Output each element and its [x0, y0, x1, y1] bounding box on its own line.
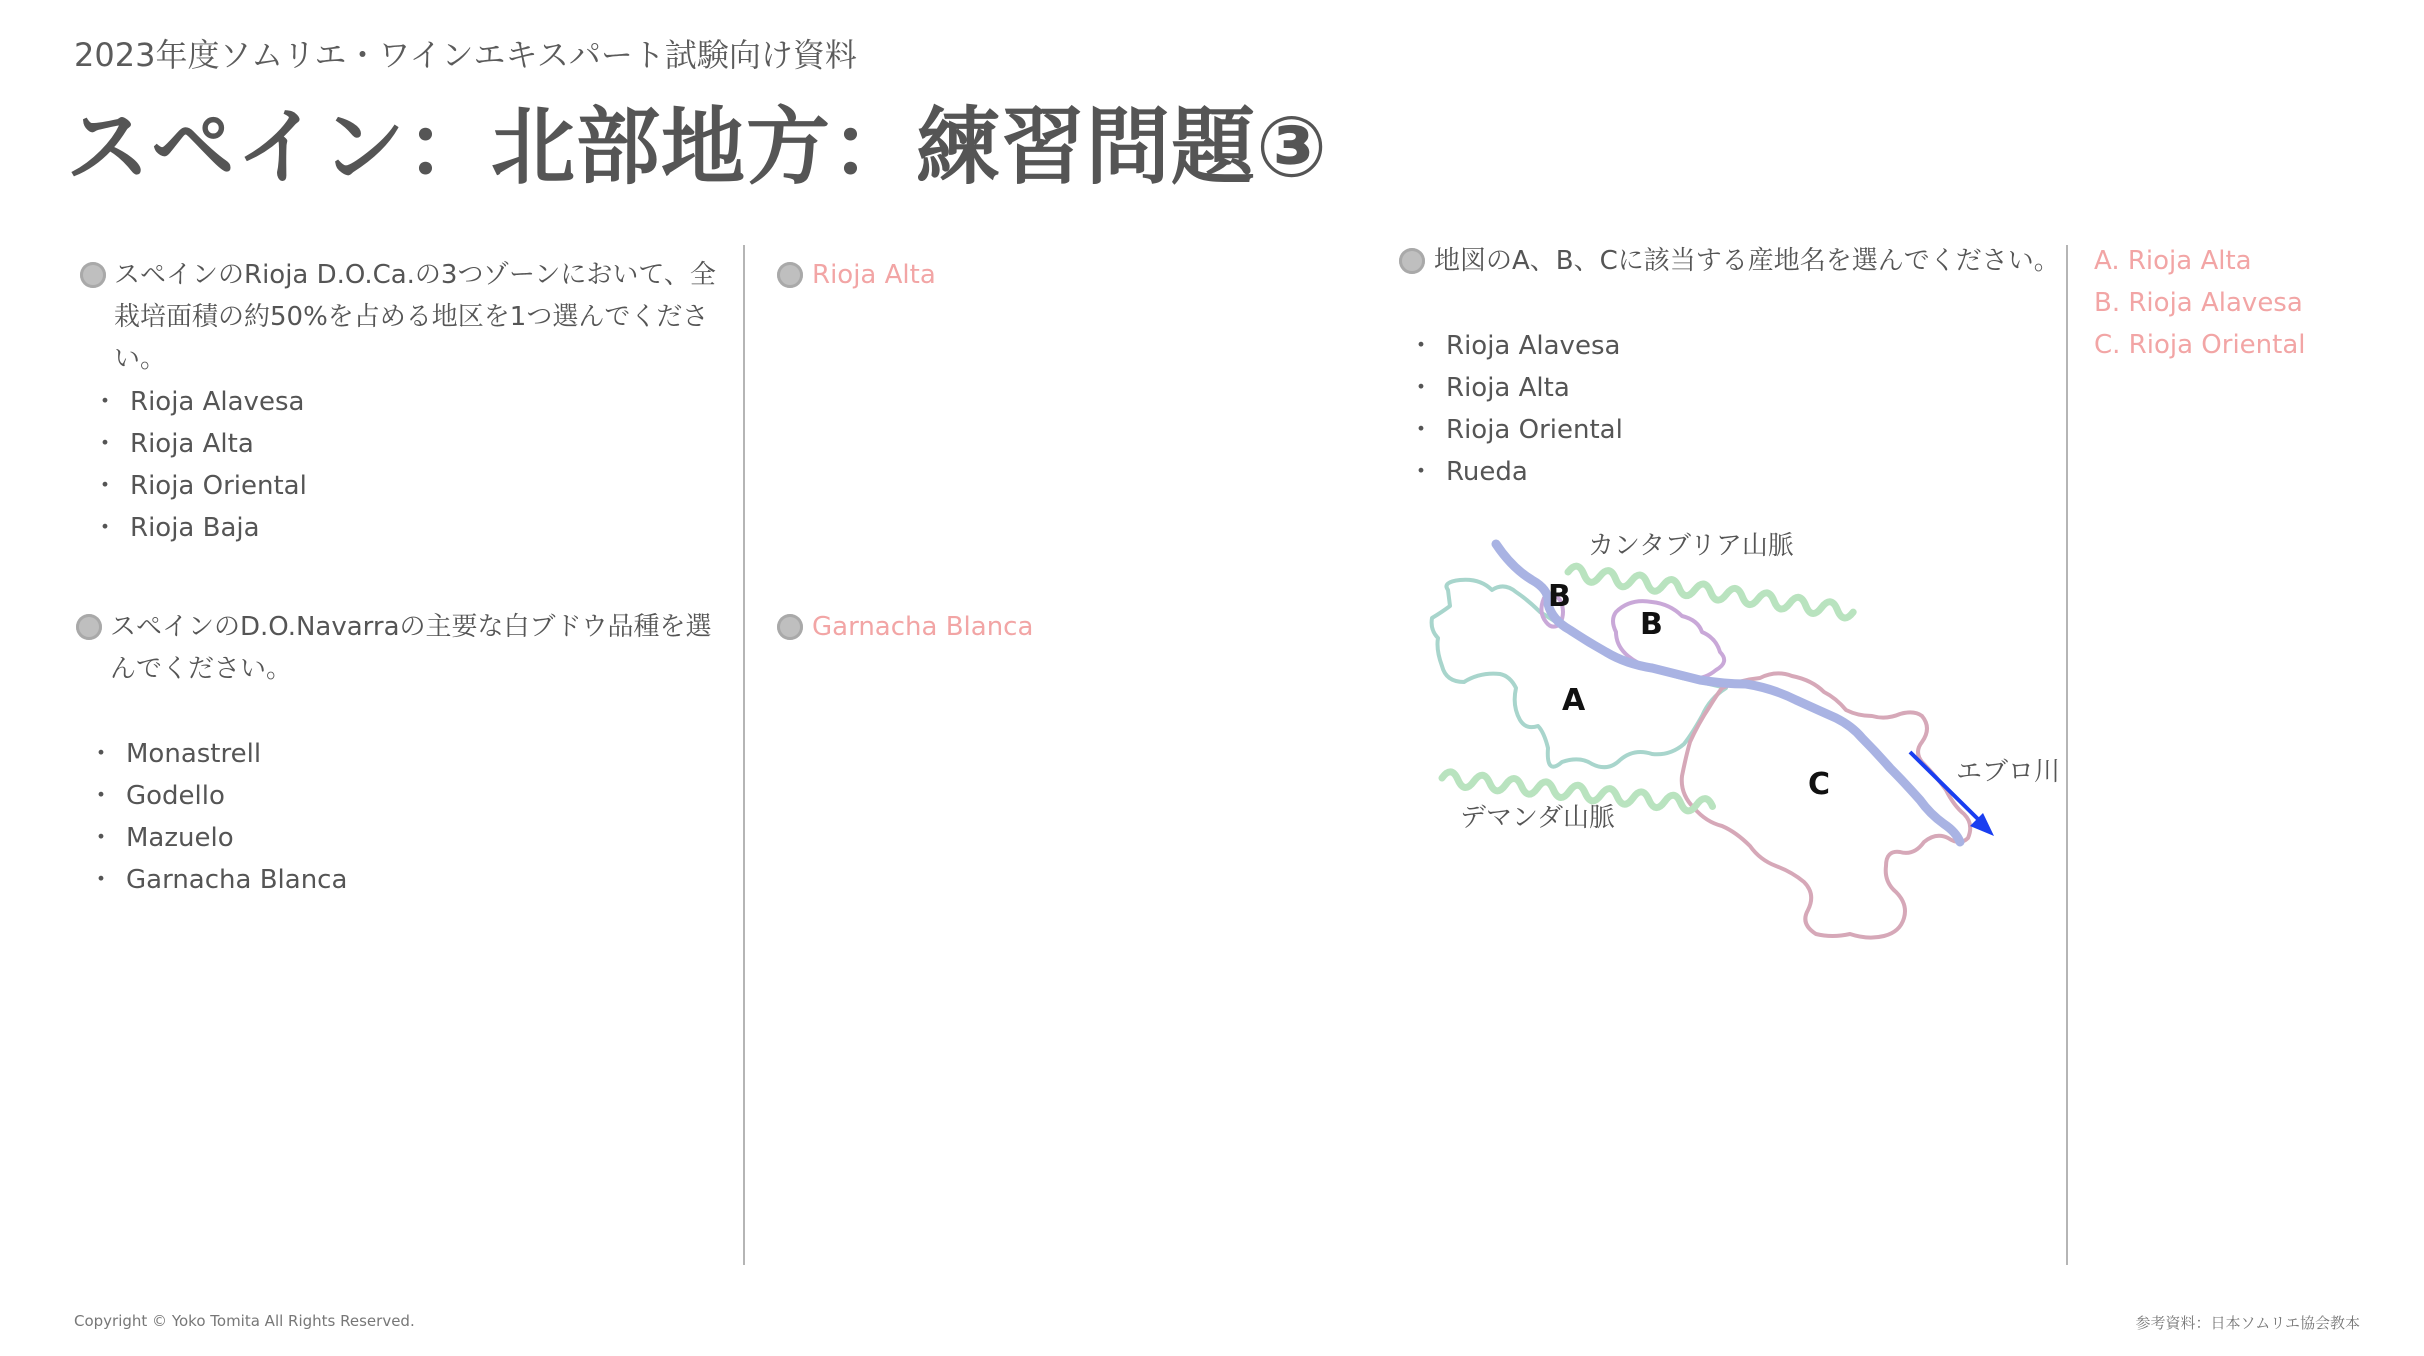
divider-left — [743, 245, 745, 1265]
zone-a-label: A — [1562, 683, 1586, 718]
option-item: ・ Garnacha Blanca — [100, 859, 347, 901]
option-item: ・ Rioja Alta — [104, 423, 307, 465]
answer-1-text: Rioja Alta — [812, 260, 936, 290]
option-item: ・ Rueda — [1420, 451, 1623, 493]
question-3-text: 地図のA、B、Cに該当する産地名を選んでください。 — [1434, 246, 2060, 276]
zone-b-label-small: B — [1548, 579, 1571, 614]
page-title: スペイン：北部地方：練習問題③ — [66, 98, 1329, 196]
question-2-options — [100, 733, 347, 901]
question-2-bullet — [76, 614, 102, 640]
answer-3-list — [2094, 240, 2306, 366]
option-item: ・ Rioja Alavesa — [104, 381, 307, 423]
answer-3-a: A. Rioja Alta — [2094, 246, 2252, 276]
option-item: ・ Rioja Baja — [104, 507, 307, 549]
reference-text: 参考資料：日本ソムリエ協会教本 — [2135, 1314, 2360, 1332]
option-item: ・ Godello — [100, 775, 347, 817]
divider-right — [2066, 245, 2068, 1265]
question-3-options — [1420, 325, 1623, 493]
deck-subtitle: 2023年度ソムリエ・ワインエキスパート試験向け資料 — [74, 36, 857, 74]
option-item: ・ Rioja Alta — [1420, 367, 1623, 409]
zone-b-label: B — [1640, 607, 1663, 642]
answer-1-bullet — [777, 262, 803, 288]
answer-2-bullet — [777, 614, 803, 640]
cantabria-label: カンタブリア山脈 — [1588, 531, 1794, 561]
option-item: ・ Rioja Alavesa — [1420, 325, 1623, 367]
question-1-text: スペインのRioja D.O.Ca.の3つゾーンにおいて、全栽培面積の約50%を占める地区を1つ選んでください。 — [114, 260, 716, 374]
question-1-bullet — [80, 262, 106, 288]
option-item: ・ Rioja Oriental — [104, 465, 307, 507]
answer-3-b: B. Rioja Alavesa — [2094, 288, 2303, 318]
answer-3-c: C. Rioja Oriental — [2094, 330, 2306, 360]
zone-c-label: C — [1808, 767, 1831, 802]
demanda-label: デマンダ山脈 — [1460, 803, 1615, 833]
cantabria-mountains — [1567, 565, 1854, 619]
answer-2-text: Garnacha Blanca — [812, 612, 1034, 642]
question-1-options — [104, 381, 307, 549]
option-item: ・ Rioja Oriental — [1420, 409, 1623, 451]
ebro-label: エブロ川 — [1956, 757, 2060, 787]
option-item: ・ Monastrell — [100, 733, 347, 775]
rioja-map — [1420, 520, 2060, 960]
copyright-text: Copyright © Yoko Tomita All Rights Reserved. — [74, 1312, 415, 1330]
question-3-bullet — [1399, 248, 1425, 274]
question-2-text: スペインのD.O.Navarraの主要な白ブドウ品種を選んでください。 — [110, 612, 712, 684]
option-item: ・ Mazuelo — [100, 817, 347, 859]
